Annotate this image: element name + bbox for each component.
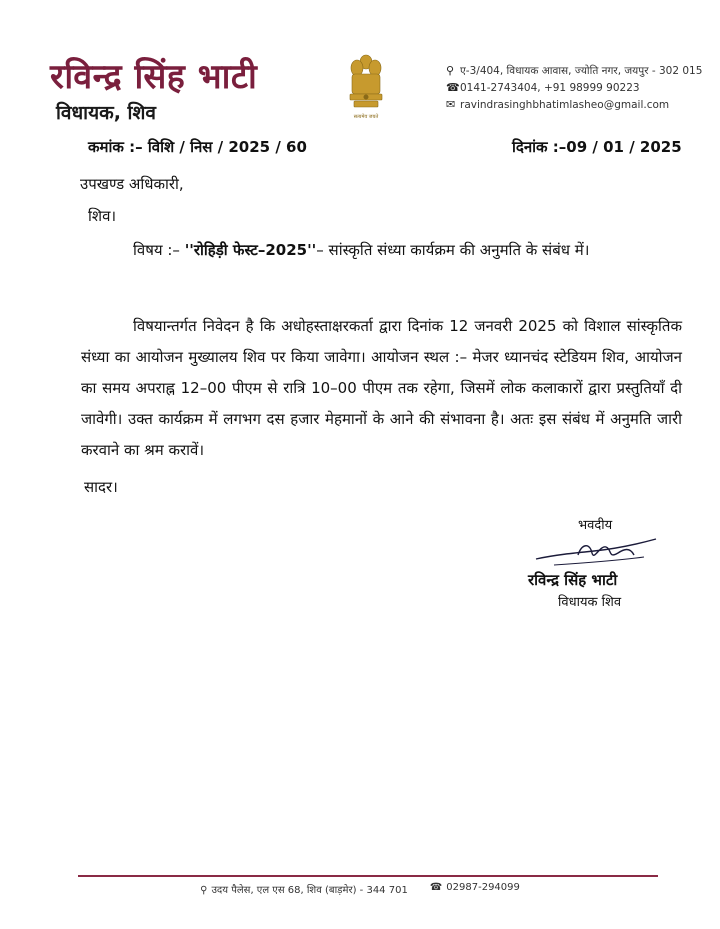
subject-title: ''रोहिड़ी फेस्ट–2025'' <box>184 241 317 259</box>
subject-line <box>133 240 589 260</box>
contact-address-text: ए-3/404, विधायक आवास, ज्योति नगर, जयपुर - 302 015 <box>460 64 703 77</box>
phone-icon: ☎ <box>446 81 460 94</box>
letter-body: विषयान्तर्गत निवेदन है कि अधोहस्ताक्षरकर्ता द्वारा दिनांक 12 जनवरी 2025 को विशाल सांस्कृतिक संध्या का आयोजन मुख्यालय शिव पर किया जावेगा। आयोजन स्थल :– मेजर ध्यानचंद स्टेडियम शिव, आयोजन का समय अपराह्न 12–00 पीएम से रात्रि 10–00 पीएम तक रहेगा, जिसमें लोक कलाकारों द्वारा प्रस्तुतियाँ दी जावेगी। उक्त कार्यक्रम में लगभग दस हजार मेहमानों के आने की संभावना है। अतः इस संबंध में अनुमति जारी करवाने का श्रम करावें। <box>81 317 682 459</box>
addressee-line-1: उपखण्ड अधिकारी, <box>80 175 184 193</box>
yours-faithfully: भवदीय <box>578 518 613 533</box>
footer-divider <box>78 875 658 877</box>
signer-name: रविन्द्र सिंह भाटी <box>528 571 618 589</box>
letter-date: दिनांक :–09 / 01 / 2025 <box>512 138 682 156</box>
phone-icon: ☎ <box>429 882 443 893</box>
footer-phone-text: 02987-294099 <box>446 882 520 893</box>
addressee-line-2: शिव। <box>88 207 117 225</box>
contact-email-text: ravindrasinghbhatimlasheo@gmail.com <box>460 98 670 111</box>
location-pin-icon: ⚲ <box>446 64 455 77</box>
subject-prefix: विषय :– <box>133 241 185 259</box>
footer <box>0 882 720 896</box>
signer-title: विधायक शिव <box>558 595 622 610</box>
footer-address <box>200 882 408 896</box>
contact-phone <box>446 79 716 96</box>
emblem-caption: सत्यमेव जयते <box>353 114 379 120</box>
contact-address <box>446 62 716 79</box>
reference-number: कमांक :– विशि / निस / 2025 / 60 <box>88 138 307 156</box>
state-emblem-icon <box>344 52 388 124</box>
contact-phone-text: 0141-2743404, +91 98999 90223 <box>460 81 640 94</box>
signature <box>534 533 660 575</box>
closing: सादर। <box>84 478 118 496</box>
footer-address-text: उदय पैलेस, एल एस 68, शिव (बाड़मेर) - 344 701 <box>211 885 408 896</box>
contact-block <box>446 62 716 113</box>
location-pin-icon: ⚲ <box>200 885 208 896</box>
subject-rest: – सांस्कृति संध्या कार्यक्रम की अनुमति के संबंध में। <box>316 241 590 259</box>
contact-email <box>446 96 716 113</box>
letterhead-title: विधायक, शिव <box>56 102 156 124</box>
letterhead-name: रविन्द्र सिंह भाटी <box>50 57 258 97</box>
footer-phone <box>430 882 520 896</box>
mail-icon: ✉ <box>446 98 456 111</box>
